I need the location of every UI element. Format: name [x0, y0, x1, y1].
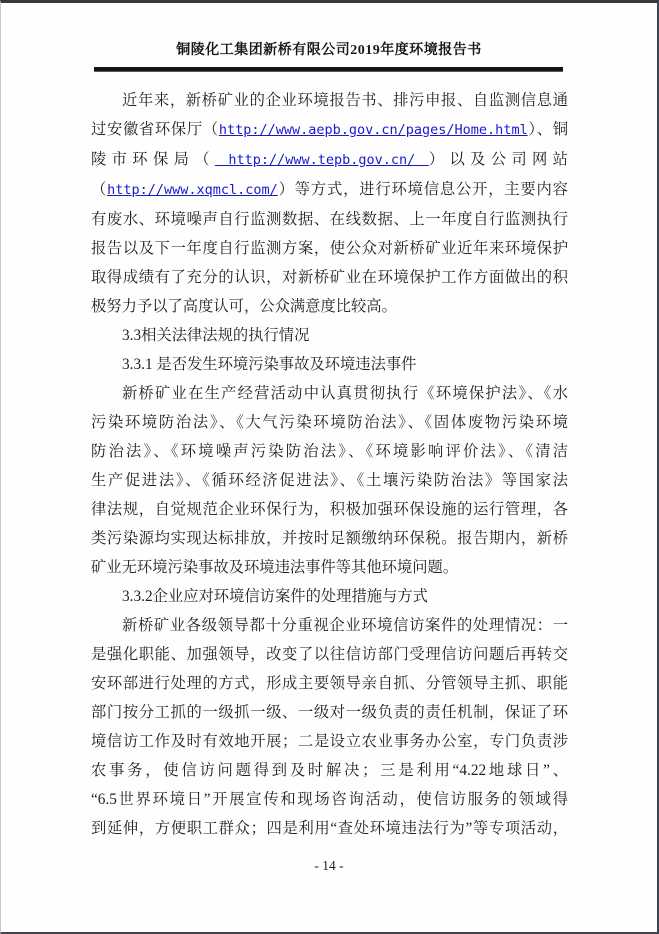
page-header	[1, 3, 657, 72]
paragraph	[91, 379, 568, 582]
text-segment: 有废水、环境噪声自行监测数据、在线数据、上一年度自行监测执行	[91, 211, 568, 228]
page-footer	[1, 858, 657, 874]
text-segment: 到延伸，方便职工群众；四是利用“查处环境违法行为”等专项活动，	[91, 820, 568, 837]
text-segment: 生产促进法》、《循环经济促进法》、《土壤污染防治法》等国家法	[91, 472, 568, 489]
text-segment: （	[91, 181, 108, 198]
text-segment: ）等方式，进行环境信息公开，主要内容	[277, 181, 568, 198]
text-segment: 3.3.1 是否发生环境污染事故及环境违法事件	[122, 356, 417, 373]
page-number: - 14 -	[314, 858, 344, 873]
paragraph	[91, 86, 568, 321]
text-line	[91, 350, 568, 379]
text-segment: 类污染源均实现达标排放，并按时足额缴纳环保税。报告期内，新桥	[91, 530, 568, 547]
text-line	[91, 321, 568, 350]
text-segment: 新桥矿业在生产经营活动中认真贯彻执行《环境保护法》、《水	[122, 385, 568, 402]
text-segment: 律法规，自觉规范企业环保行为，积极加强环保设施的运行管理，各	[91, 501, 568, 518]
text-segment: 过安徽省环保厅（	[91, 121, 219, 138]
text-line	[91, 466, 568, 495]
text-line	[91, 292, 568, 321]
hyperlink[interactable]: http://www.tepb.gov.cn/	[214, 152, 429, 168]
text-line	[91, 495, 568, 524]
text-segment: 陵市环保局（	[91, 151, 215, 168]
text-line	[91, 814, 568, 843]
text-line	[91, 727, 568, 756]
paragraph	[91, 611, 568, 843]
text-line	[91, 437, 568, 466]
text-segment: 污染环境防治法》、《大气污染环境防治法》、《固体废物污染环境	[91, 414, 568, 431]
text-segment: ）以及公司网站	[428, 151, 568, 168]
text-line	[91, 669, 568, 698]
text-line	[91, 263, 568, 292]
text-line	[91, 640, 568, 669]
section-heading	[91, 321, 568, 350]
text-line	[91, 86, 568, 115]
text-segment: 部门按分工抓的一级抓一级、一级对一级负责的责任机制，保证了环	[91, 704, 568, 721]
text-line	[91, 582, 568, 611]
header-title: 铜陵化工集团新桥有限公司2019年度环境报告书	[176, 43, 482, 58]
text-segment: ）、铜	[527, 121, 568, 138]
text-segment: 取得成绩有了充分的认识，对新桥矿业在环境保护工作方面做出的积	[91, 269, 568, 286]
text-segment: 3.3相关法律法规的执行情况	[122, 327, 310, 344]
text-segment: 极努力予以了高度认可，公众满意度比较高。	[91, 298, 397, 315]
text-segment: 3.3.2企业应对环境信访案件的处理措施与方式	[122, 588, 428, 605]
text-segment: “6.5世界环境日”开展宣传和现场咨询活动，使信访服务的领域得	[91, 791, 568, 808]
text-segment: 是强化职能、加强领导，改变了以往信访部门受理信访问题后再转交	[91, 646, 568, 663]
text-segment: 报告以及下一年度自行监测方案，使公众对新桥矿业近年来环境保护	[91, 240, 568, 257]
text-segment: 农事务，使信访问题得到及时解决；三是利用“4.22地球日”、	[91, 762, 568, 779]
text-line	[91, 611, 568, 640]
section-heading	[91, 582, 568, 611]
document-body	[91, 86, 568, 843]
text-line	[91, 408, 568, 437]
text-line	[91, 553, 568, 582]
header-rule	[94, 67, 563, 72]
text-segment: 防治法》、《环境噪声污染防治法》、《环境影响评价法》、《清洁	[91, 443, 568, 460]
hyperlink[interactable]: http://www.xqmcl.com/	[107, 182, 278, 198]
text-line	[91, 698, 568, 727]
text-line	[91, 785, 568, 814]
text-segment: 新桥矿业各级领导都十分重视企业环境信访案件的处理情况：一	[122, 617, 568, 634]
text-segment: 矿业无环境污染事故及环境违法事件等其他环境问题。	[91, 559, 459, 576]
text-line	[91, 234, 568, 263]
text-line	[91, 756, 568, 785]
text-line	[91, 175, 568, 205]
text-line	[91, 145, 568, 175]
text-segment: 近年来，新桥矿业的企业环境报告书、排污申报、自监测信息通	[122, 92, 568, 109]
text-segment: 安环部进行处理的方式，形成主要领导亲自抓、分管领导主抓、职能	[91, 675, 568, 692]
text-line	[91, 115, 568, 145]
section-heading	[91, 350, 568, 379]
text-line	[91, 205, 568, 234]
hyperlink[interactable]: http://www.aepb.gov.cn/pages/Home.html	[218, 122, 528, 138]
text-segment: 境信访工作及时有效地开展；二是设立农业事务办公室，专门负责涉	[91, 733, 568, 750]
text-line	[91, 379, 568, 408]
text-line	[91, 524, 568, 553]
